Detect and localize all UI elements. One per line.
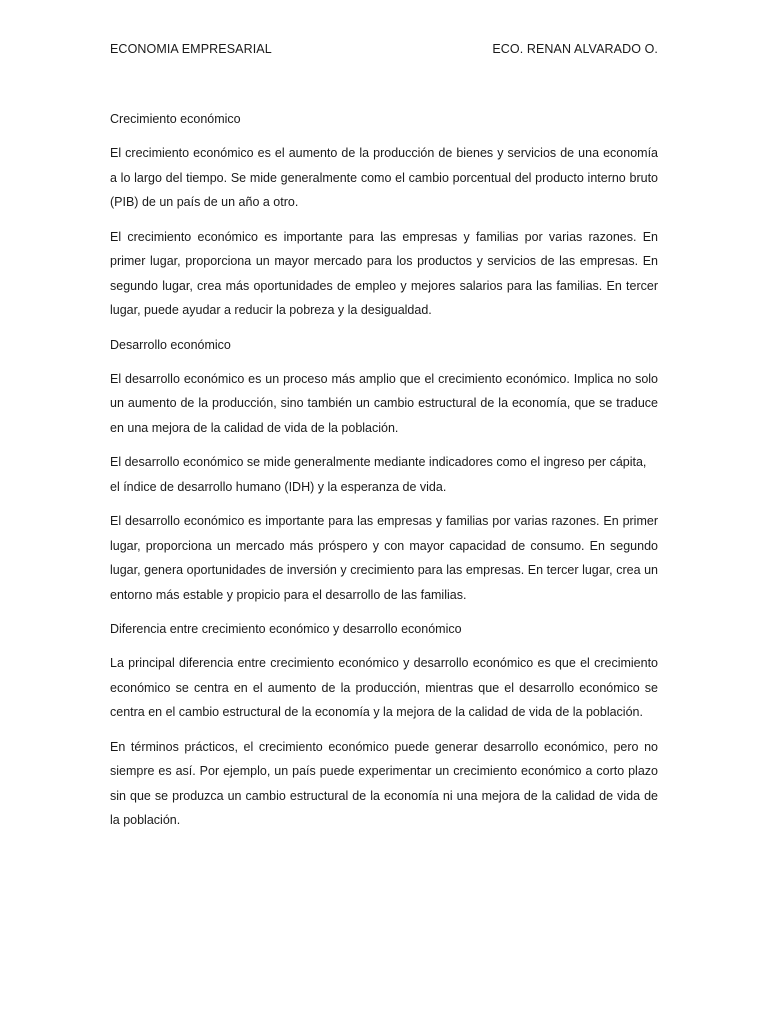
paragraph: La principal diferencia entre crecimiento económico y desarrollo económico es que el crecimiento económico se centra en el aumento de la producción, mientras que el desarrollo económico se centra en el cambio estructural de la economía y la mejora de la calidad de vida de la población. bbox=[110, 656, 658, 719]
paragraph: El crecimiento económico es el aumento de la producción de bienes y servicios de una economía a lo largo del tiempo. Se mide generalmente como el cambio porcentual del producto interno bruto (PIB) de un país de un año a otro. bbox=[110, 146, 658, 209]
section-diferencia bbox=[110, 617, 658, 833]
document-body bbox=[110, 107, 658, 833]
paragraph: El crecimiento económico es importante para las empresas y familias por varias razones. En primer lugar, proporciona un mayor mercado para los productos y servicios de las empresas. En segundo lugar, crea más oportunidades de empleo y mejores salarios para las familias. En tercer lugar, puede ayudar a reducir la pobreza y la desigualdad. bbox=[110, 229, 658, 317]
paragraph: En términos prácticos, el crecimiento económico puede generar desarrollo económico, pero no siempre es así. Por ejemplo, un país puede experimentar un crecimiento económico a corto plazo sin que se produzca un cambio estructural de la economía ni una mejora de la calidad de vida de la población. bbox=[110, 739, 658, 827]
header-author: ECO. RENAN ALVARADO O. bbox=[492, 42, 658, 56]
paragraph: El desarrollo económico se mide generalmente mediante indicadores como el ingreso per cápita, el índice de desarrollo humano (IDH) y la esperanza de vida. bbox=[110, 455, 647, 494]
section-crecimiento bbox=[110, 107, 658, 323]
paragraph: El desarrollo económico es importante para las empresas y familias por varias razones. En primer lugar, proporciona un mercado más próspero y con mayor capacidad de consumo. En segundo lugar, genera oportunidades de inversión y crecimiento para las empresas. En tercer lugar, crea un entorno más estable y propicio para el desarrollo de las familias. bbox=[110, 514, 658, 602]
section-heading: Desarrollo económico bbox=[110, 337, 231, 352]
page-header bbox=[110, 42, 658, 62]
header-course-title: ECONOMIA EMPRESARIAL bbox=[110, 42, 272, 56]
section-heading: Diferencia entre crecimiento económico y desarrollo económico bbox=[110, 622, 462, 636]
section-heading: Crecimiento económico bbox=[110, 112, 241, 126]
paragraph: El desarrollo económico es un proceso más amplio que el crecimiento económico. Implica no solo un aumento de la producción, sino también un cambio estructural de la economía, que se traduce en una mejora de la calidad de vida de la población. bbox=[110, 371, 658, 435]
section-desarrollo bbox=[110, 333, 658, 608]
